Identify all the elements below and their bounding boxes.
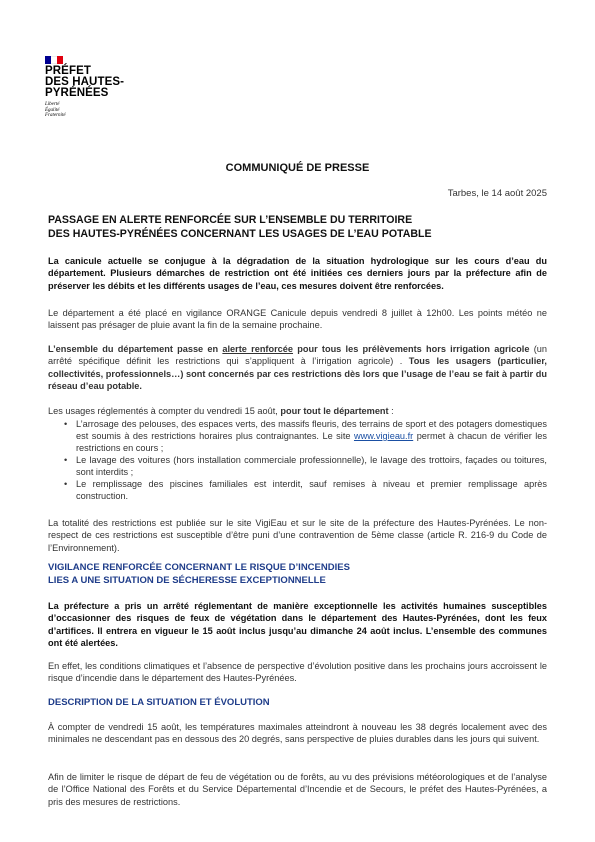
arrete-paragraph: La préfecture a pris un arrêté réglementant de manière exceptionnelle les activités humaines susceptibles d’occasionner des risques de feux de végétation dans le département des Hautes-Pyrénées, dont les feux d’artifices. Il entrera en vigueur le 15 août inclus jusqu’au dimanche 24 août inclus. L’ensemble des communes ont été alertées. [48,601,547,648]
prefecture-logo [45,56,165,119]
vigieau-link[interactable]: www.vigieau.fr [353,431,414,441]
list-item [48,478,547,502]
intro-paragraph: La canicule actuelle se conjugue à la dégradation de la situation hydrologique sur les cours d’eau du département. Plusieurs démarches de restriction ont été initiées ces derniers jours par la préfecture afin de préserver les débits et les différents usages de l’eau, ces mesures doivent être renforcées. [48,256,547,291]
alert-part-2: pour tous les prélèvements hors irrigation agricole [293,344,530,354]
bullet-icon: • [64,479,68,489]
list-item [48,454,547,478]
org-name-line-2: DES HAUTES- [45,76,125,88]
org-name-line-3: PYRÉNÉES [45,87,109,99]
alert-normal: (un arrêté spécifique définit les restrictions qui s’appliquent à l’irrigation agricole) . [48,344,547,367]
motto-line-2: Égalité [45,107,60,113]
alert-part-3: Tous les usagers (particulier, collectivités, professionnels…) sont concernés par ces restrictions dès lors que l’usage de l’eau se fait à partir du réseau d’eau potable. [48,356,547,391]
section-title-vigilance [48,562,350,587]
headline-line-2: DES HAUTES-PYRÉNÉES CONCERNANT LES USAGES DE L’EAU POTABLE [48,228,432,240]
alert-underlined: alerte renforcée [222,344,294,354]
alert-paragraph [48,343,547,392]
usages-intro-text: Les usages réglementés à compter du vendredi 15 août, [48,406,281,416]
dateline: Tarbes, le 14 août 2025 [447,188,547,199]
headline [48,213,548,241]
doc-title: COMMUNIQUÉ DE PRESSE [225,162,370,174]
headline-line-1: PASSAGE EN ALERTE RENFORCÉE SUR L’ENSEMBLE DU TERRITOIRE [48,214,413,226]
section-title-description: DESCRIPTION DE LA SITUATION ET ÉVOLUTION [48,697,270,708]
usages-intro-end: : [388,406,394,416]
section-title-vigilance-line-2: LIES A UNE SITUATION DE SÉCHERESSE EXCEPTIONNELLE [48,574,326,586]
bullet-1-text: L’arrosage des pelouses, des espaces verts, des massifs fleuris, des terrains de sport et des potagers domestiques est soumis à des restrictions horaires plus contraignantes. Le site [76,419,547,441]
alert-part-1: L’ensemble du département passe en [48,344,223,354]
motto-line-3: Fraternité [45,113,66,118]
org-name-line-1: PRÉFET [45,65,91,77]
effet-paragraph: En effet, les conditions climatiques et l’absence de perspective d’évolution positive dans les prochains jours accroissent le risque d’incendie dans le département des Hautes-Pyrénées. [48,661,547,684]
afin-paragraph: Afin de limiter le risque de départ de feu de végétation ou de forêts, au vu des prévisions météorologiques et de l’analyse de l’Office National des Forêts et du Service Départemental d’Incendie et de Secours, le préfet des Hautes-Pyrénées, a pris des mesures de restrictions. [48,772,547,807]
usages-intro-bold: pour tout le département [280,406,389,416]
bullet-3-text: Le remplissage des piscines familiales est interdit, sauf remises à niveau et premier remplissage après construction. [76,479,547,501]
motto-line-1: Liberté [45,102,60,107]
totalite-paragraph: La totalité des restrictions est publiée sur le site VigiEau et sur le site de la préfecture des Hautes-Pyrénées. Le non-respect de ces restrictions est susceptible d’être puni d’une contravention de 5ème classe (article R. 216-9 du Code de l’Environnement). [48,518,547,553]
restrictions-list [48,418,547,502]
french-flag-icon [45,56,63,64]
usages-intro [48,405,547,417]
section-title-vigilance-line-1: VIGILANCE RENFORCÉE CONCERNANT LE RISQUE D’INCENDIES [48,562,350,573]
list-item [48,418,547,454]
bullet-2-text: Le lavage des voitures (hors installation commerciale professionnelle), le lavage des trottoirs, façades ou toitures, sont interdits ; [76,455,547,477]
bullet-icon: • [64,419,68,429]
temperatures-paragraph: À compter de vendredi 15 août, les températures maximales atteindront à nouveau les 38 degrés localement avec des minimales ne descendant pas en dessous des 20 degrés, sans perspective de pluies durables dans les jours qui suivent. [48,722,547,745]
vigilance-paragraph: Le département a été placé en vigilance ORANGE Canicule depuis vendredi 8 juillet à 12h00. Les points météo ne laissent pas présager de pluie avant la fin de la semaine prochaine. [48,308,547,331]
bullet-1-end: permet à chacun de vérifier les restrictions en cours ; [76,431,547,453]
motto [45,102,165,119]
bullet-icon: • [64,455,68,465]
